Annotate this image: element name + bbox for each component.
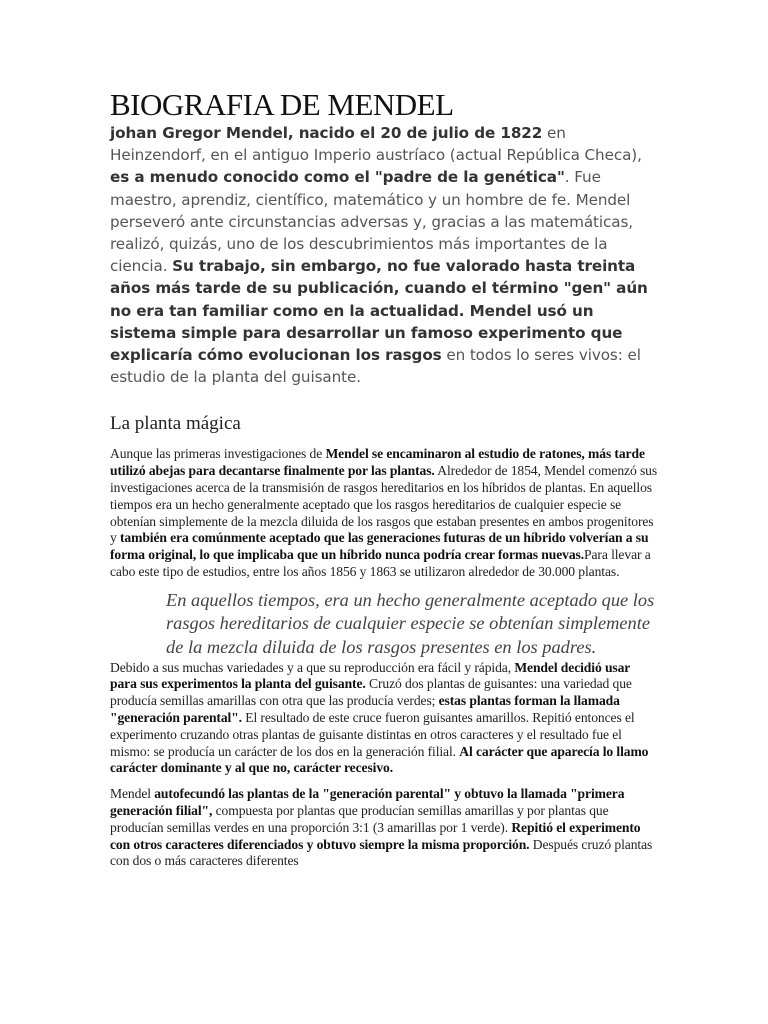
p1-bold-1: Mendel se encaminaron al estudio de ratones, más tarde utilizó abejas para decantarse finalmente por las plantas.: [110, 446, 645, 479]
p3-text-3: Después cruzó plantas con dos o más caracteres diferentes: [110, 836, 653, 869]
p2-text-3: El resultado de este cruce fueron guisantes amarillos. Repitió entonces el experimento cruzando otras plantas de guisante distintas en otros caracteres y el resultado fue el mismo: se producía un carácter de los dos en la generación filial.: [110, 709, 635, 759]
intro-text-2: . Fue maestro, aprendiz, científico, matemático y un hombre de fe. Mendel perseveró ante circunstancias adversas y, gracias a las matemáticas, realizó, quizás, uno de los descubrimientos más importantes de la ciencia.: [110, 168, 634, 276]
intro-text-3: en todos lo seres vivos: el estudio de la planta del guisante.: [110, 346, 641, 387]
p2-text-1: Debido a sus muchas variedades y a que su reproducción era fácil y rápida,: [110, 659, 515, 675]
paragraph-3: [110, 786, 660, 870]
paragraph-1: [110, 446, 660, 580]
p3-bold-2: Repitió el experimento con otros caracteres diferenciados y obtuvo siempre la misma proporción.: [110, 819, 641, 852]
intro-bold-1: johan Gregor Mendel, nacido el 20 de julio de 1822: [110, 124, 543, 142]
p3-text-2: compuesta por plantas que producían semillas amarillas y por plantas que producían semillas verdes en una proporción 3:1 (3 amarillas por 1 verde).: [110, 802, 609, 835]
p3-text-1: Mendel: [110, 786, 155, 802]
intro-bold-3: Su trabajo, sin embargo, no fue valorado hasta treinta años más tarde de su publicación, cuando el término "gen" aún no era tan familiar como en la actualidad. Mendel usó un sistema simple para desarrollar un famoso experimento que explicaría cómo evolucionan los rasgos: [110, 257, 648, 365]
intro-text-1: en Heinzendorf, en el antiguo Imperio austríaco (actual República Checa),: [110, 124, 642, 165]
section-heading: La planta mágica: [110, 413, 241, 435]
p2-bold-2: estas plantas forman la llamada "generación parental".: [110, 693, 620, 725]
p1-text-3: Para llevar a cabo este tipo de estudios, entre los años 1856 y 1863 se utilizaron alrededor de 30.000 plantas.: [110, 547, 651, 580]
intro-bold-2: es a menudo conocido como el "padre de la genética": [110, 168, 565, 187]
p1-text-1: Aunque las primeras investigaciones de: [110, 446, 326, 462]
paragraph-2: [110, 660, 660, 778]
article: [110, 88, 660, 870]
page-title: BIOGRAFIA DE MENDEL: [110, 87, 454, 122]
p2-bold-3: Al carácter que aparecía lo llamo carácter dominante y al que no, carácter recesivo.: [110, 743, 649, 776]
intro-paragraph: [110, 122, 660, 388]
p2-bold-1: Mendel decidió usar para sus experimentos la planta del guisante.: [110, 659, 630, 692]
pull-quote: En aquellos tiempos, era un hecho generalmente aceptado que los rasgos hereditarios de cualquier especie se obtenían simplemente de la mezcla diluida de los rasgos presentes en los padres.: [166, 589, 655, 657]
p1-bold-2: también era comúnmente aceptado que las generaciones futuras de un híbrido volverían a su forma original, lo que implicaba que un híbrido nunca podría crear formas nuevas.: [110, 530, 649, 563]
p1-text-2: Alrededor de 1854, Mendel comenzó sus investigaciones acerca de la transmisión de rasgos hereditarios en los híbridos de plantas. En aquellos tiempos era un hecho generalmente aceptado que los rasgos hereditarios de cualquier especie se obtenían simplemente de la mezcla diluida de los rasgos que estaban presentes en ambos progenitores y: [110, 463, 658, 546]
p2-text-2: Cruzó dos plantas de guisantes: una variedad que producía semillas amarillas con otra que las producía verdes;: [110, 676, 632, 709]
p3-bold-1: autofecundó las plantas de la "generación parental" y obtuvo la llamada "primera generación filial",: [110, 786, 625, 818]
